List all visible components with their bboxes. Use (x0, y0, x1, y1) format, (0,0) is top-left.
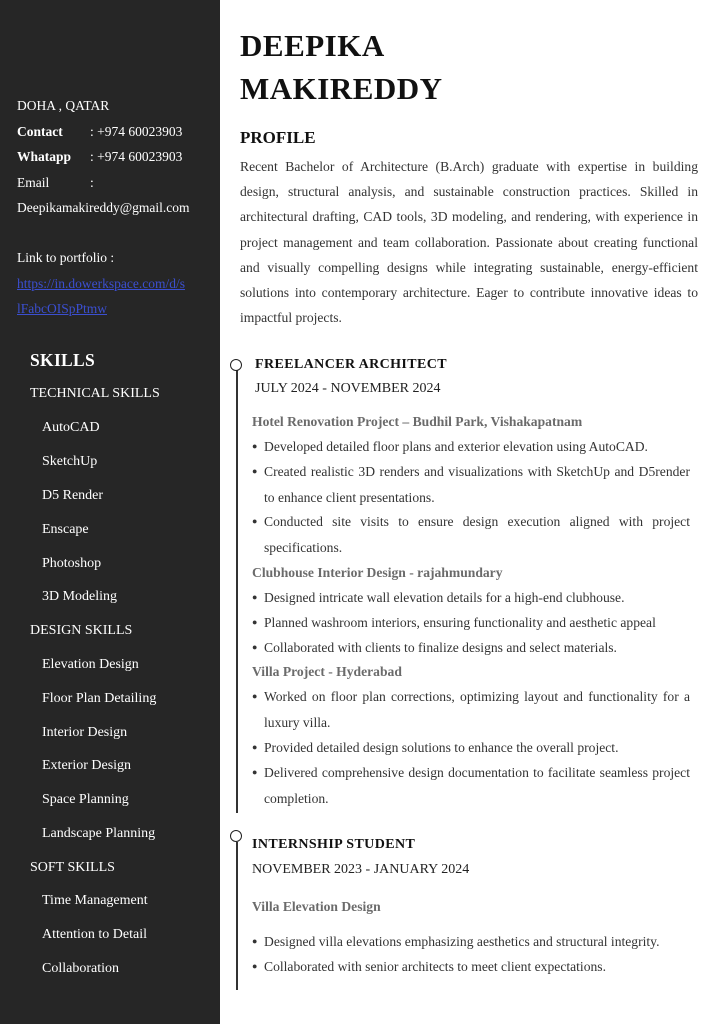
profile-text: Recent Bachelor of Architecture (B.Arch) graduate with expertise in building design, structural analysis, and sustainable construction practices. Skilled in architectural drafting, CAD tools, 3D modeling, and rendering, with experience in project management and team collaboration. Passionate about creating functional and visually compelling designs while integrating sustainable, energy-efficient solutions into contemporary architecture. Eager to contribute innovative ideas to impactful projects. (240, 159, 698, 326)
job-dates: NOVEMBER 2023 - JANUARY 2024 (252, 862, 470, 877)
job-title: INTERNSHIP STUDENT (252, 837, 416, 852)
timeline-dot (230, 359, 242, 371)
portfolio-link-line2[interactable]: lFabcOISpPtmw (17, 301, 108, 316)
job-dates: JULY 2024 - NOVEMBER 2024 (255, 381, 441, 396)
technical-skills-title: TECHNICAL SKILLS (30, 386, 160, 401)
job-title: FREELANCER ARCHITECT (255, 357, 447, 372)
bullet-icon: ● (252, 767, 258, 777)
list-item: ● Designed villa elevations emphasizing aesthetics and structural integrity. (252, 929, 690, 955)
list-item: ● Developed detailed floor plans and exterior elevation using AutoCAD. (252, 434, 690, 460)
bullet-icon: ● (252, 936, 258, 946)
email-separator: : (90, 175, 94, 190)
design-skills-title: DESIGN SKILLS (30, 623, 133, 638)
list-item: ● Collaborated with senior architects to meet client expectations. (252, 954, 690, 980)
list-item: ● Created realistic 3D renders and visualizations with SketchUp and D5render to enhance client presentations. (252, 459, 690, 510)
bullet-icon: ● (252, 516, 258, 526)
portfolio-label: Link to portfolio : (17, 250, 115, 265)
sidebar (0, 0, 220, 1024)
email-address[interactable]: Deepikamakireddy@gmail.com (17, 200, 190, 215)
list-item: ● Provided detailed design solutions to enhance the overall project. (252, 735, 690, 761)
profile-heading: PROFILE (240, 128, 316, 147)
skills-heading: SKILLS (30, 350, 96, 370)
bullet-icon: ● (252, 961, 258, 971)
skill-item: Elevation Design (42, 657, 139, 672)
list-item: ● Planned washroom interiors, ensuring functionality and aesthetic appeal (252, 610, 690, 636)
list-item: ● Designed intricate wall elevation details for a high-end clubhouse. (252, 585, 690, 611)
skill-item: SketchUp (42, 454, 98, 469)
contact-phone: : +974 60023903 (90, 124, 183, 139)
skill-item: Floor Plan Detailing (42, 691, 157, 706)
skill-item: Exterior Design (42, 758, 132, 773)
contact-label: Contact (17, 124, 63, 139)
name-first: DEEPIKA (240, 28, 385, 63)
skill-item: Attention to Detail (42, 927, 147, 942)
whatsapp-label: Whatapp (17, 149, 72, 164)
timeline-dot (230, 830, 242, 842)
project-heading: Hotel Renovation Project – Budhil Park, Vishakapatnam (252, 414, 583, 429)
timeline-line (236, 370, 238, 813)
bullet-icon: ● (252, 642, 258, 652)
portfolio-link-line1[interactable]: https://in.dowerkspace.com/d/s (17, 276, 185, 291)
skill-item: Collaboration (42, 961, 119, 976)
project-heading: Clubhouse Interior Design - rajahmundary (252, 565, 503, 580)
list-item: ● Collaborated with clients to finalize designs and select materials. (252, 635, 690, 661)
list-item: ● Delivered comprehensive design documentation to facilitate seamless project completion. (252, 760, 690, 811)
skill-item: D5 Render (42, 488, 104, 503)
list-item: ● Conducted site visits to ensure design execution aligned with project specifications. (252, 509, 690, 560)
skill-item: Photoshop (42, 556, 102, 571)
skill-item: 3D Modeling (42, 589, 118, 604)
location-text: DOHA , QATAR (17, 98, 110, 113)
list-item: ● Worked on floor plan corrections, optimizing layout and functionality for a luxury villa. (252, 684, 690, 735)
skill-item: Time Management (42, 893, 148, 908)
skill-item: Space Planning (42, 792, 129, 807)
bullet-icon: ● (252, 617, 258, 627)
bullet-icon: ● (252, 691, 258, 701)
skill-item: Landscape Planning (42, 826, 156, 841)
skill-item: Enscape (42, 522, 89, 537)
bullet-icon: ● (252, 441, 258, 451)
email-label: Email (17, 175, 50, 190)
skill-item: Interior Design (42, 725, 128, 740)
project-heading: Villa Elevation Design (252, 899, 381, 914)
skill-item: AutoCAD (42, 420, 100, 435)
bullet-icon: ● (252, 742, 258, 752)
name-last: MAKIREDDY (240, 71, 443, 106)
project-heading: Villa Project - Hyderabad (252, 664, 402, 679)
bullet-icon: ● (252, 466, 258, 476)
whatsapp-phone: : +974 60023903 (90, 149, 183, 164)
timeline-line (236, 842, 238, 990)
bullet-icon: ● (252, 592, 258, 602)
soft-skills-title: SOFT SKILLS (30, 860, 115, 875)
